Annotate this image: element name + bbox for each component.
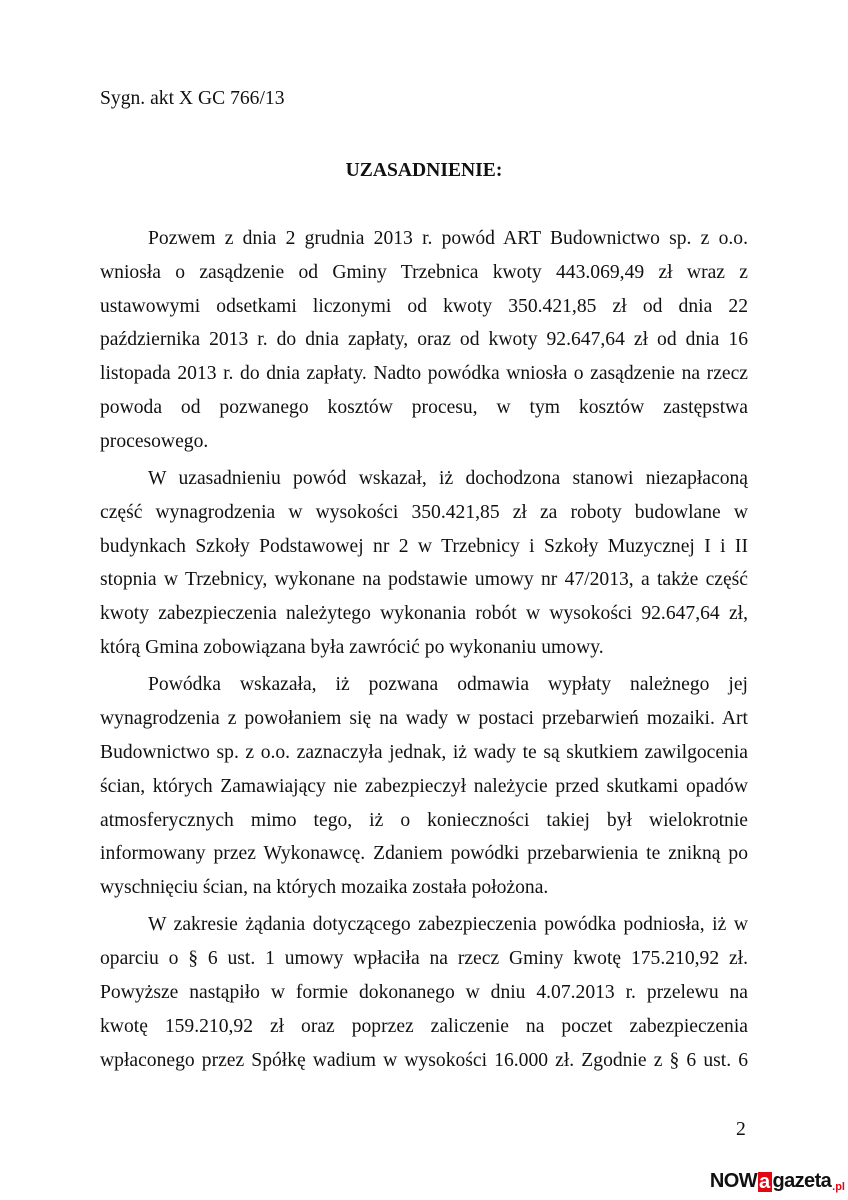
case-number: Sygn. akt X GC 766/13 — [100, 88, 285, 109]
text-line: kwotę 159.210,92 zł oraz poprzez zaliczenie na poczet zabezpieczenia — [100, 1015, 748, 1037]
page-number: 2 — [736, 1119, 746, 1140]
document-body — [100, 222, 748, 1077]
text-line: Budownictwo sp. z o.o. zaznaczyła jednak, iż wady te są skutkiem zawilgocenia — [100, 741, 748, 763]
text-line: W zakresie żądania dotyczącego zabezpieczenia powódka podniosła, iż w — [148, 914, 748, 936]
paragraph — [100, 462, 748, 665]
text-line: powoda od pozwanego kosztów procesu, w tym kosztów zastępstwa — [100, 396, 748, 418]
text-line: oparciu o § 6 ust. 1 umowy wpłaciła na rzecz Gminy kwotę 175.210,92 zł. — [100, 948, 748, 970]
text-line: W uzasadnieniu powód wskazał, iż dochodzona stanowi niezapłaconą — [148, 468, 748, 490]
text-line: ścian, których Zamawiający nie zabezpieczył należycie przed skutkami opadów — [100, 775, 748, 797]
logo-text-now: NOW — [709, 1170, 757, 1192]
text-line: wniosła o zasądzenie od Gminy Trzebnica kwoty 443.069,49 zł wraz z — [100, 261, 748, 283]
text-line: budynkach Szkoły Podstawowej nr 2 w Trzebnicy i Szkoły Muzycznej I i II — [100, 535, 748, 557]
text-line: procesowego. — [100, 430, 209, 452]
text-line: Powódka wskazała, iż pozwana odmawia wypłaty należnego jej — [148, 674, 748, 696]
logo-text-gazeta: gazeta — [772, 1170, 832, 1192]
paragraph — [100, 668, 748, 905]
text-line: którą Gmina zobowiązana była zawrócić po wykonaniu umowy. — [100, 637, 604, 659]
nowagazeta-logo — [710, 1168, 845, 1194]
text-line: atmosferycznych mimo tego, iż o konieczności takiej był wielokrotnie — [100, 809, 748, 831]
text-line: stopnia w Trzebnicy, wykonane na podstawie umowy nr 47/2013, a także część — [100, 569, 748, 591]
document-title: UZASADNIENIE: — [345, 160, 503, 181]
text-line: wynagrodzenia z powołaniem się na wady w postaci przebarwień mozaiki. Art — [100, 708, 748, 730]
text-line: Pozwem z dnia 2 grudnia 2013 r. powód ART Budownictwo sp. z o.o. — [148, 228, 748, 249]
text-line: ustawowymi odsetkami liczonymi od kwoty 350.421,85 zł od dnia 22 — [100, 295, 748, 317]
text-line: listopada 2013 r. do dnia zapłaty. Nadto powódka wniosła o zasądzenie na rzecz — [100, 363, 748, 385]
logo-red-box: a — [758, 1171, 770, 1193]
text-line: część wynagrodzenia w wysokości 350.421,85 zł za roboty budowlane w — [100, 501, 748, 523]
logo-text-domain: .pl — [832, 1181, 845, 1193]
text-line: kwoty zabezpieczenia należytego wykonania robót w wysokości 92.647,64 zł, — [100, 603, 748, 625]
paragraph — [100, 222, 748, 459]
text-line: informowany przez Wykonawcę. Zdaniem powódki przebarwienia te znikną po — [100, 843, 748, 865]
paragraph — [100, 908, 748, 1077]
text-line: października 2013 r. do dnia zapłaty, oraz od kwoty 92.647,64 zł od dnia 16 — [100, 329, 748, 351]
text-line: wpłaconego przez Spółkę wadium w wysokości 16.000 zł. Zgodnie z § 6 ust. 6 — [100, 1049, 748, 1071]
text-line: wyschnięciu ścian, na których mozaika została położona. — [100, 877, 549, 899]
text-line: Powyższe nastąpiło w formie dokonanego w dniu 4.07.2013 r. przelewu na — [100, 982, 748, 1004]
